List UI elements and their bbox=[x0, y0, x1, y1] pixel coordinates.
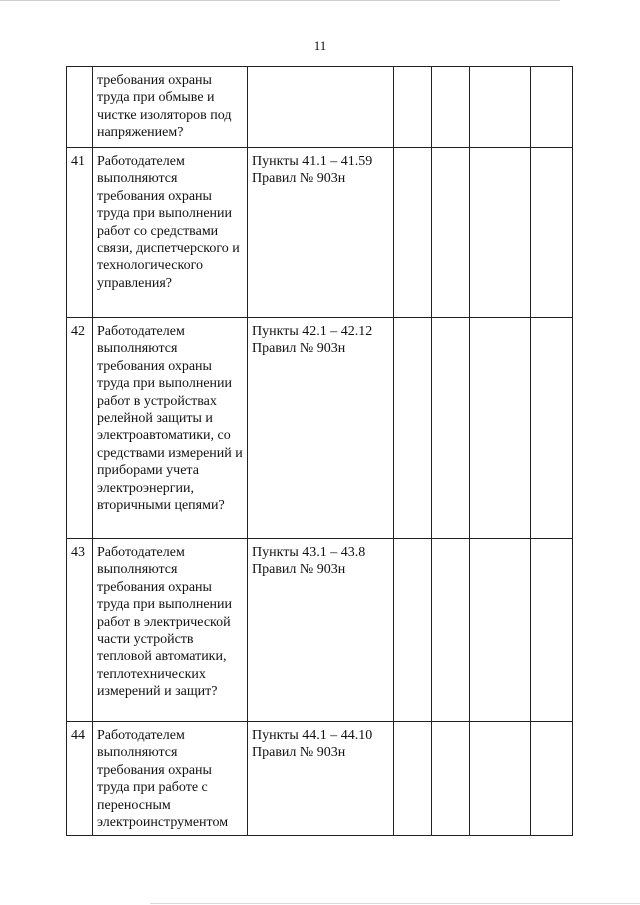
question-text: Работодателем выполняются требования охраны труда при работе с переносным электроинструментом bbox=[93, 722, 248, 836]
answer-na-cell bbox=[470, 67, 531, 148]
comment-cell bbox=[531, 318, 573, 539]
answer-no-cell bbox=[432, 67, 470, 148]
answer-no-cell bbox=[432, 318, 470, 539]
scan-edge-top bbox=[0, 0, 560, 1]
answer-no-cell bbox=[432, 148, 470, 318]
answer-yes-cell bbox=[394, 148, 432, 318]
reference-points: Пункты 43.1 – 43.8 bbox=[252, 545, 366, 560]
answer-yes-cell bbox=[394, 539, 432, 722]
reference-rules: Правил № 903н bbox=[252, 341, 346, 357]
answer-yes-cell bbox=[394, 722, 432, 836]
reference-rules: Правил № 903н bbox=[252, 562, 346, 578]
checklist-table bbox=[66, 66, 573, 836]
answer-na-cell bbox=[470, 148, 531, 318]
row-number: 43 bbox=[67, 539, 93, 722]
table-row bbox=[67, 722, 573, 836]
table-row bbox=[67, 67, 573, 148]
question-text: Работодателем выполняются требования охраны труда при выполнении работ в устройствах релейной защиты и электроавтоматики, со средствами измерений и приборами учета электроэнергии, вторичными цепями? bbox=[93, 318, 248, 539]
row-number: 42 bbox=[67, 318, 93, 539]
reference-rules: Правил № 903н bbox=[252, 745, 346, 761]
reference-points: Пункты 41.1 – 41.59 bbox=[252, 154, 373, 169]
question-text: Работодателем выполняются требования охраны труда при выполнении работ со средствами связи, диспетчерского и технологического управления? bbox=[93, 148, 248, 318]
reference-cell bbox=[248, 148, 394, 318]
reference-cell bbox=[248, 539, 394, 722]
answer-yes-cell bbox=[394, 67, 432, 148]
reference-points: Пункты 42.1 – 42.12 bbox=[252, 324, 373, 339]
question-text: Работодателем выполняются требования охраны труда при выполнении работ в электрической части устройств тепловой автоматики, теплотехнических измерений и защит? bbox=[93, 539, 248, 722]
comment-cell bbox=[531, 148, 573, 318]
reference-points: Пункты 44.1 – 44.10 bbox=[252, 728, 373, 743]
comment-cell bbox=[531, 67, 573, 148]
answer-na-cell bbox=[470, 722, 531, 836]
answer-no-cell bbox=[432, 722, 470, 836]
answer-na-cell bbox=[470, 318, 531, 539]
comment-cell bbox=[531, 539, 573, 722]
scan-edge-bottom bbox=[150, 903, 640, 904]
row-number bbox=[67, 67, 93, 148]
page-number: 11 bbox=[313, 38, 327, 53]
answer-na-cell bbox=[470, 539, 531, 722]
row-number: 44 bbox=[67, 722, 93, 836]
question-text: требования охраны труда при обмыве и чистке изоляторов под напряжением? bbox=[93, 67, 248, 148]
table-row bbox=[67, 148, 573, 318]
reference-cell bbox=[248, 318, 394, 539]
table-row bbox=[67, 318, 573, 539]
answer-no-cell bbox=[432, 539, 470, 722]
reference-cell bbox=[248, 722, 394, 836]
reference-rules: Правил № 903н bbox=[252, 171, 346, 187]
reference-cell bbox=[248, 67, 394, 148]
comment-cell bbox=[531, 722, 573, 836]
table-row bbox=[67, 539, 573, 722]
row-number: 41 bbox=[67, 148, 93, 318]
answer-yes-cell bbox=[394, 318, 432, 539]
